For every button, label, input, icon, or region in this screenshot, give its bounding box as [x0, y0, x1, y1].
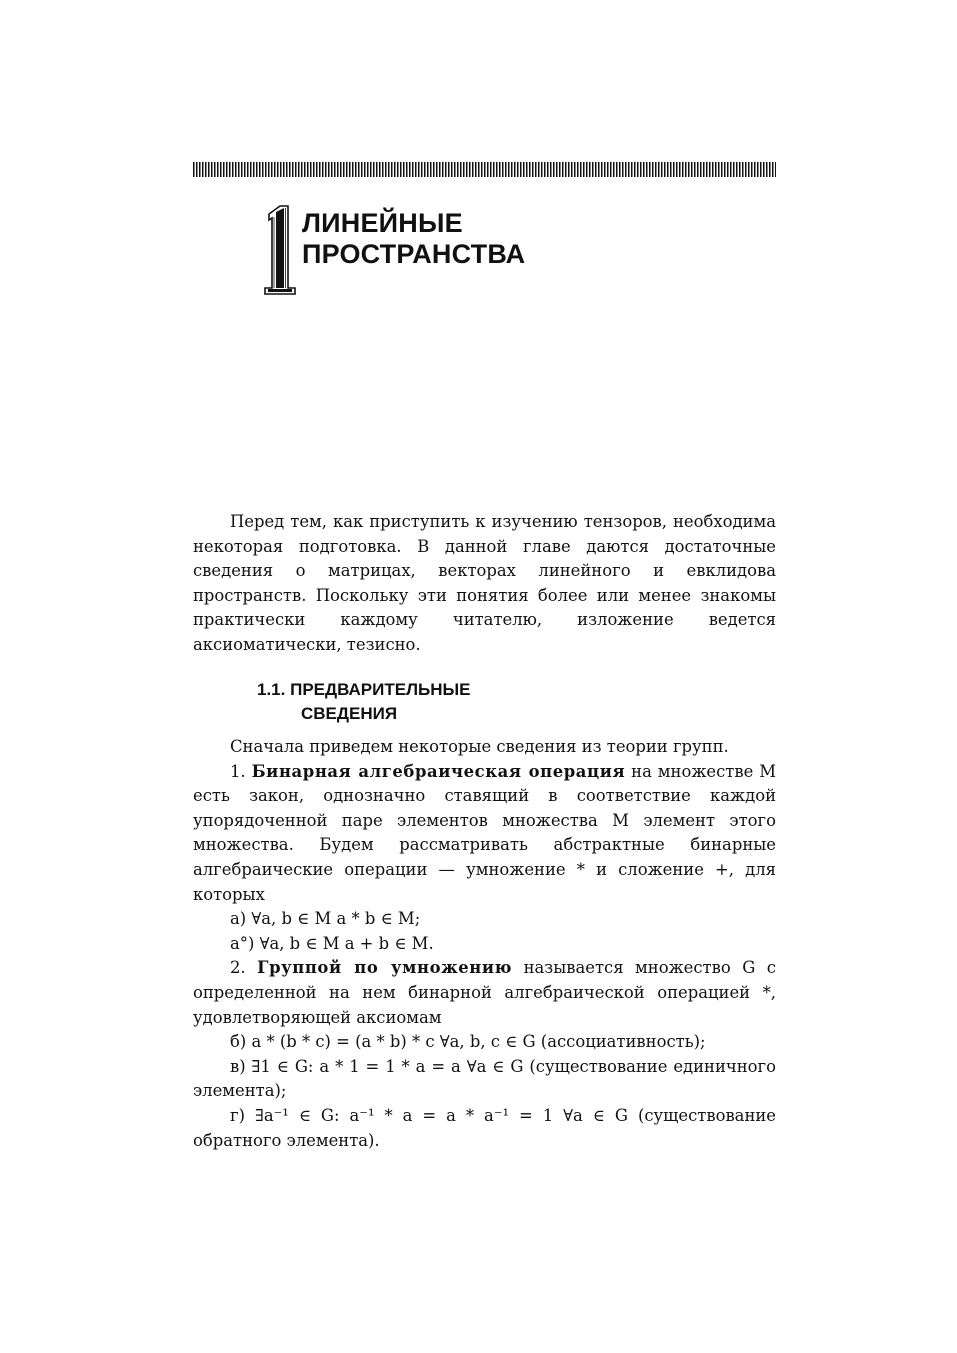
- item-2-text: называется множество G с определенной на нем бинарной алгебраической операцией *, удовлетворяющей аксиомам: [193, 958, 776, 1027]
- section-title-line1: ПРЕДВАРИТЕЛЬНЫЕ: [290, 680, 471, 699]
- chapter-title-line1: ЛИНЕЙНЫЕ: [302, 208, 463, 238]
- chapter-number-glyph: [262, 204, 296, 296]
- intro-text: Перед тем, как приступить к изучению тензоров, необходима некоторая подготовка. В данной главе даются достаточные сведения о матрицах, векторах линейного и евклидова пространств. Поскольку эти понятия более или менее знакомы практически каждому читателю, изложение ведется аксиоматически, тезисно.: [193, 512, 776, 654]
- section-title-line2: СВЕДЕНИЯ: [301, 704, 398, 723]
- item-1-term: Бинарная алгебраическая операция: [251, 761, 626, 781]
- section-lead: Сначала приведем некоторые сведения из теории групп.: [230, 737, 729, 756]
- section-number: 1.1.: [257, 680, 286, 699]
- axiom-a: а) ∀a, b ∈ М a * b ∈ М;: [230, 909, 421, 929]
- section-heading: [257, 678, 471, 726]
- item-2-term: Группой по умножению: [257, 958, 513, 978]
- axiom-b: б) a * (b * c) = (a * b) * c ∀a, b, c ∈ G (ассоциативность);: [230, 1032, 706, 1052]
- item-2-paragraph: [193, 956, 776, 1030]
- axiom-g: г) ∃a⁻¹ ∈ G: a⁻¹ * a = a * a⁻¹ = 1 ∀a ∈ G (существование обратного элемента).: [193, 1105, 776, 1150]
- chapter-title: [302, 208, 525, 270]
- item-1-paragraph: [193, 760, 776, 908]
- item-1-text: на множестве М есть закон, однозначно ставящий в соответствие каждой упорядоченной паре элементов множества М элемент этого множества. Будем рассматривать абстрактные бинарные алгебраические операции — умножение * и сложение +, для которых: [193, 761, 776, 904]
- intro-paragraph: [193, 510, 776, 658]
- chapter-title-line2: ПРОСТРАНСТВА: [302, 239, 526, 269]
- section-body: [193, 735, 776, 1153]
- item-1-number: 1.: [230, 761, 246, 781]
- axiom-a-degree: а°) ∀a, b ∈ М a + b ∈ М.: [230, 933, 434, 953]
- axiom-v: в) ∃1 ∈ G: a * 1 = 1 * a = a ∀a ∈ G (существование единичного элемента);: [193, 1056, 776, 1101]
- chapter-rule-bar: [193, 162, 776, 177]
- item-2-number: 2.: [230, 958, 246, 978]
